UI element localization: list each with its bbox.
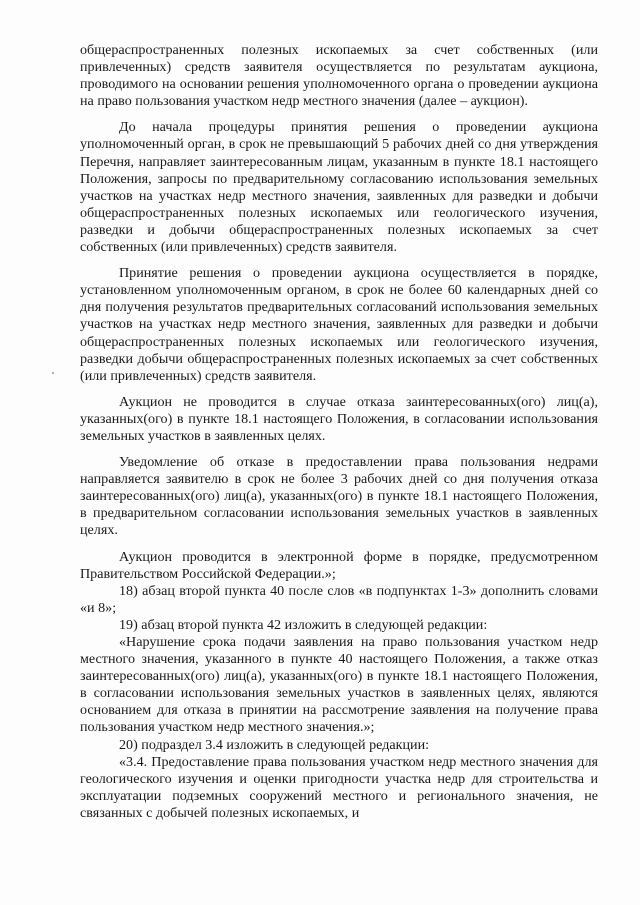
paragraph-11: «3.4. Предоставление права пользования участком недр местного значения для геологического изучения и оценки пригодности участка недр для строительства и эксплуатации подземных сооружений местного и регионального значения, не связанных с добычей полезных ископаемых, и bbox=[80, 753, 598, 821]
paragraph-3: Принятие решения о проведении аукциона осуществляется в порядке, установленном уполномоченным органом, в срок не более 60 календарных дней со дня получения результатов предварительных согласований использования земельных участков на участках недр местного значения, заявленных для разведки и добычи общераспространенных полезных ископаемых или геологического изучения, разведки добычи общераспространенных полезных ископаемых за счет собственных (или привлеченных) средств заявителя. bbox=[80, 265, 598, 384]
paragraph-1: общераспространенных полезных ископаемых за счет собственных (или привлеченных) средств заявителя осуществляется по результатам аукциона, проводимого на основании решения уполномоченного органа о проведении аукциона на право пользования участком недр местного значения (далее – аукцион). bbox=[80, 42, 598, 110]
paragraph-2: До начала процедуры принятия решения о проведении аукциона уполномоченный орган, в срок не превышающий 5 рабочих дней со дня утверждения Перечня, направляет заинтересованным лицам, указанным в пункте 18.1 настоящего Положения, запросы по предварительному согласованию использования земельных участков на участках недр местного значения, заявленных для разведки и добычи общераспространенных полезных ископаемых или геологического изучения, разведки и добычи общераспространенных полезных ископаемых за счет собственных (или привлеченных) средств заявителя. bbox=[80, 119, 598, 256]
paragraph-7: 18) абзац второй пункта 40 после слов «в подпунктах 1-3» дополнить словами «и 8»; bbox=[80, 582, 598, 616]
paragraph-5: Уведомление об отказе в предоставлении права пользования недрами направляется заявителю в срок не более 3 рабочих дней со дня получения отказа заинтересованных(ого) лиц(а), указанных(ого) в пункте 18.1 настоящего Положения, в предварительном согласовании использования земельных участков в заявленных целях. bbox=[80, 454, 598, 539]
paragraph-10: 20) подраздел 3.4 изложить в следующей редакции: bbox=[119, 736, 430, 753]
paragraph-8: 19) абзац второй пункта 42 изложить в следующей редакции: bbox=[119, 616, 488, 633]
paragraph-6: Аукцион проводится в электронной форме в порядке, предусмотренном Правительством Российской Федерации.»; bbox=[80, 548, 598, 582]
paragraph-4: Аукцион не проводится в случае отказа заинтересованных(ого) лиц(а), указанных(ого) в пункте 18.1 настоящего Положения, в согласовании использования земельных участков в заявленных целях. bbox=[80, 393, 598, 444]
paragraph-9: «Нарушение срока подачи заявления на право пользования участком недр местного значения, указанного в пункте 40 настоящего Положения, а также отказ заинтересованных(ого) лиц(а), указанных(ого) в пункте 18.1 настоящего Положения, в согласовании использования земельных участков в заявленных целях, являются основанием для отказа в принятии на рассмотрение заявления на получение права пользования участком недр местного значения.»; bbox=[80, 634, 598, 736]
scan-speck bbox=[52, 372, 54, 374]
